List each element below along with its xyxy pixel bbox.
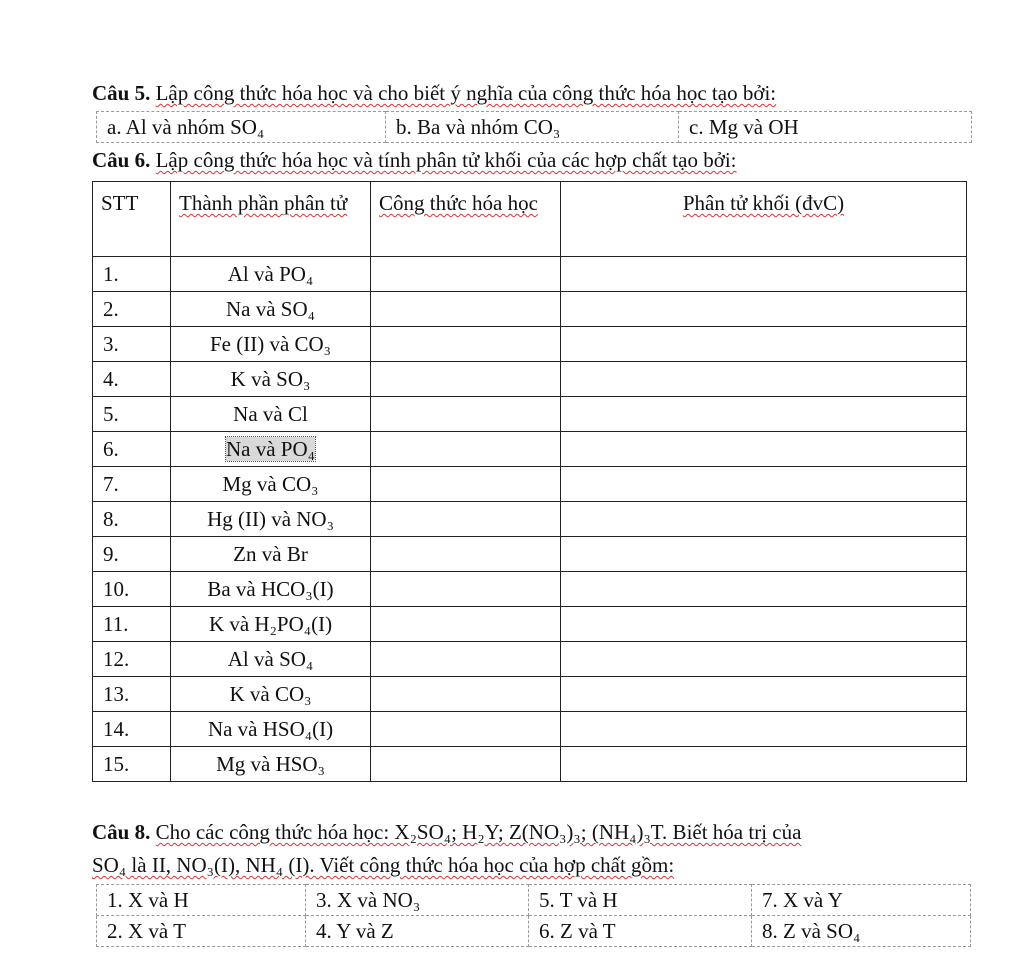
table-row [93,257,967,292]
row-formula-cell [371,467,561,502]
question-8-options-row [97,916,971,947]
table-row [93,467,967,502]
row-component-text: Na và Cl [233,402,308,426]
header-mass-text: Phân tử khối (đvC) [682,191,845,215]
row-mass-cell [561,677,967,712]
row-component [171,467,371,502]
table-row [93,362,967,397]
row-stt: 10. [93,572,171,607]
row-stt: 2. [93,292,171,327]
header-formula [371,182,561,257]
row-mass-cell [561,572,967,607]
row-formula-cell [371,257,561,292]
row-stt: 14. [93,712,171,747]
row-formula-cell [371,572,561,607]
question-8-option: 5. T và H [529,885,752,916]
row-component-text: Mg và HSO₃ [216,752,325,776]
question-5-label: Câu 5. [92,81,151,105]
row-component [171,537,371,572]
row-component [171,607,371,642]
row-component [171,502,371,537]
question-6-label: Câu 6. [92,148,151,172]
row-stt: 6. [93,432,171,467]
header-component-text: Thành phần phân tử [179,191,348,215]
table-row [93,572,967,607]
row-mass-cell [561,327,967,362]
row-mass-cell [561,257,967,292]
question-6-heading [92,146,736,174]
header-mass [561,182,967,257]
row-component [171,362,371,397]
row-mass-cell [561,607,967,642]
row-stt: 11. [93,607,171,642]
row-formula-cell [371,747,561,782]
row-stt: 1. [93,257,171,292]
row-component [171,292,371,327]
question-5-option-a: a. Al và nhóm SO₄ [97,112,386,143]
row-component [171,712,371,747]
row-component [171,257,371,292]
row-formula-cell [371,327,561,362]
question-8-text-2: SO₄ là II, NO₃(I), NH₄ (I). Viết công thức hóa học của hợp chất gồm: [92,853,675,877]
table-row [93,642,967,677]
row-mass-cell [561,432,967,467]
row-formula-cell [371,712,561,747]
row-component [171,397,371,432]
table-row [93,677,967,712]
row-formula-cell [371,677,561,712]
header-component [171,182,371,257]
table-row [93,327,967,362]
table-row [93,607,967,642]
row-mass-cell [561,537,967,572]
row-stt: 4. [93,362,171,397]
row-stt: 13. [93,677,171,712]
question-8-text-1: Cho các công thức hóa học: X₂SO₄; H₂Y; Z(NO₃)₃; (NH₄)₃T. Biết hóa trị của [155,820,802,844]
row-mass-cell [561,502,967,537]
row-component-text: K và SO₃ [230,367,311,391]
question-8-option: 6. Z và T [529,916,752,947]
row-component-text: Al và PO₄ [227,262,314,286]
row-component-text: Fe (II) và CO₃ [209,332,332,356]
row-component [171,677,371,712]
row-formula-cell [371,432,561,467]
question-8-options-row [97,885,971,916]
row-stt: 5. [93,397,171,432]
row-component [171,572,371,607]
question-5-heading [92,79,776,107]
row-component-text: Na và PO₄ [226,437,315,461]
question-8-option: 2. X và T [97,916,306,947]
row-component-text: K và H₂PO₄(I) [208,612,333,636]
question-8-options [96,884,971,947]
question-8-label: Câu 8. [92,820,151,844]
row-stt: 12. [93,642,171,677]
question-8-option: 4. Y và Z [306,916,529,947]
row-mass-cell [561,642,967,677]
question-5-option-b: b. Ba và nhóm CO₃ [386,112,679,143]
row-stt: 9. [93,537,171,572]
row-formula-cell [371,607,561,642]
question-8-option: 1. X và H [97,885,306,916]
row-component-text: Na và SO₄ [226,297,315,321]
row-formula-cell [371,502,561,537]
question-5-option-c: c. Mg và OH [679,112,972,143]
row-stt: 15. [93,747,171,782]
table-header-row [93,182,967,257]
row-mass-cell [561,747,967,782]
row-component-text: Mg và CO₃ [222,472,319,496]
table-row [93,397,967,432]
row-component-text: Na và HSO₄(I) [207,717,334,741]
table-row [93,432,967,467]
row-component [171,747,371,782]
question-8-option: 7. X và Y [752,885,971,916]
row-component-text: K và CO₃ [229,682,312,706]
row-formula-cell [371,362,561,397]
row-formula-cell [371,642,561,677]
row-component-text: Ba và HCO₃(I) [207,577,334,601]
table-row [93,747,967,782]
row-component-text: Al và SO₄ [227,647,314,671]
row-formula-cell [371,292,561,327]
compound-table [92,181,967,782]
question-6-text: Lập công thức hóa học và tính phân tử khối của các hợp chất tạo bởi: [155,148,737,172]
question-5-text: Lập công thức hóa học và cho biết ý nghĩa của công thức hóa học tạo bởi: [155,81,777,105]
header-formula-text: Công thức hóa học [379,191,538,215]
row-component [171,432,371,467]
table-row [93,292,967,327]
row-mass-cell [561,712,967,747]
row-component [171,327,371,362]
table-row [93,502,967,537]
row-mass-cell [561,292,967,327]
row-mass-cell [561,362,967,397]
row-component [171,642,371,677]
row-stt: 8. [93,502,171,537]
table-row [93,712,967,747]
row-formula-cell [371,537,561,572]
row-stt: 3. [93,327,171,362]
row-component-text: Zn và Br [233,542,308,566]
row-formula-cell [371,397,561,432]
row-mass-cell [561,397,967,432]
question-5-options [96,111,972,143]
row-component-text: Hg (II) và NO₃ [207,507,334,531]
row-stt: 7. [93,467,171,502]
question-8-option: 8. Z và SO₄ [752,916,971,947]
question-8-line-1 [92,818,801,846]
question-8-line-2 [92,851,674,879]
question-8-option: 3. X và NO₃ [306,885,529,916]
row-mass-cell [561,467,967,502]
header-stt: STT [93,182,171,257]
table-row [93,537,967,572]
